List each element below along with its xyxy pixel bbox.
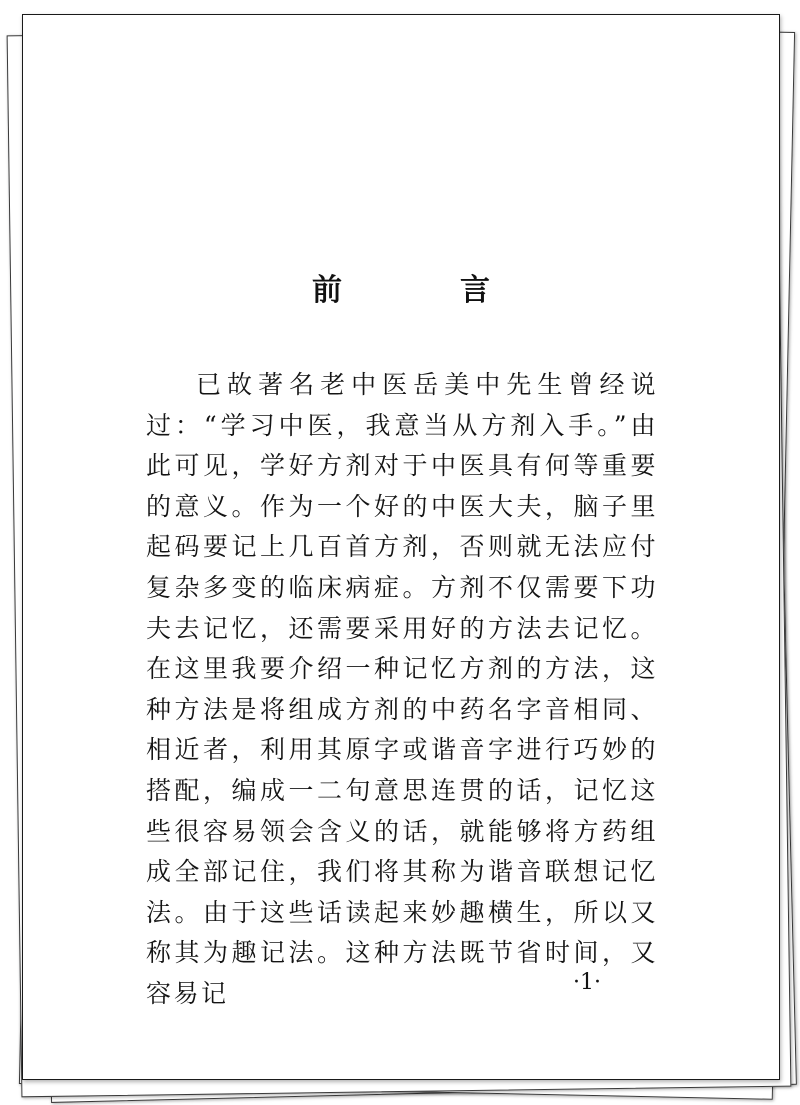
page-title: 前 言 [312, 273, 534, 308]
page-number: ·1· [573, 970, 601, 995]
document-page [22, 14, 780, 1080]
body-paragraph: 已故著名老中医岳美中先生曾经说过：“学习中医，我意当从方剂入手。”由此可见，学好方剂对于中医具有何等重要的意义。作为一个好的中医大夫，脑子里起码要记上几百首方剂，否则就无法应付复杂多变的临床病症。方剂不仅需要下功夫去记忆，还需要采用好的方法去记忆。在这里我要介绍一种记忆方剂的方法，这种方法是将组成方剂的中药名字音相同、相近者，利用其原字或谐音字进行巧妙的搭配，编成一二句意思连贯的话，记忆这些很容易领会含义的话，就能够将方药组成全部记住，我们将其称为谐音联想记忆法。由于这些话读起来妙趣横生，所以又称其为趣记法。这种方法既节省时间，又容易记 [146, 370, 658, 1008]
